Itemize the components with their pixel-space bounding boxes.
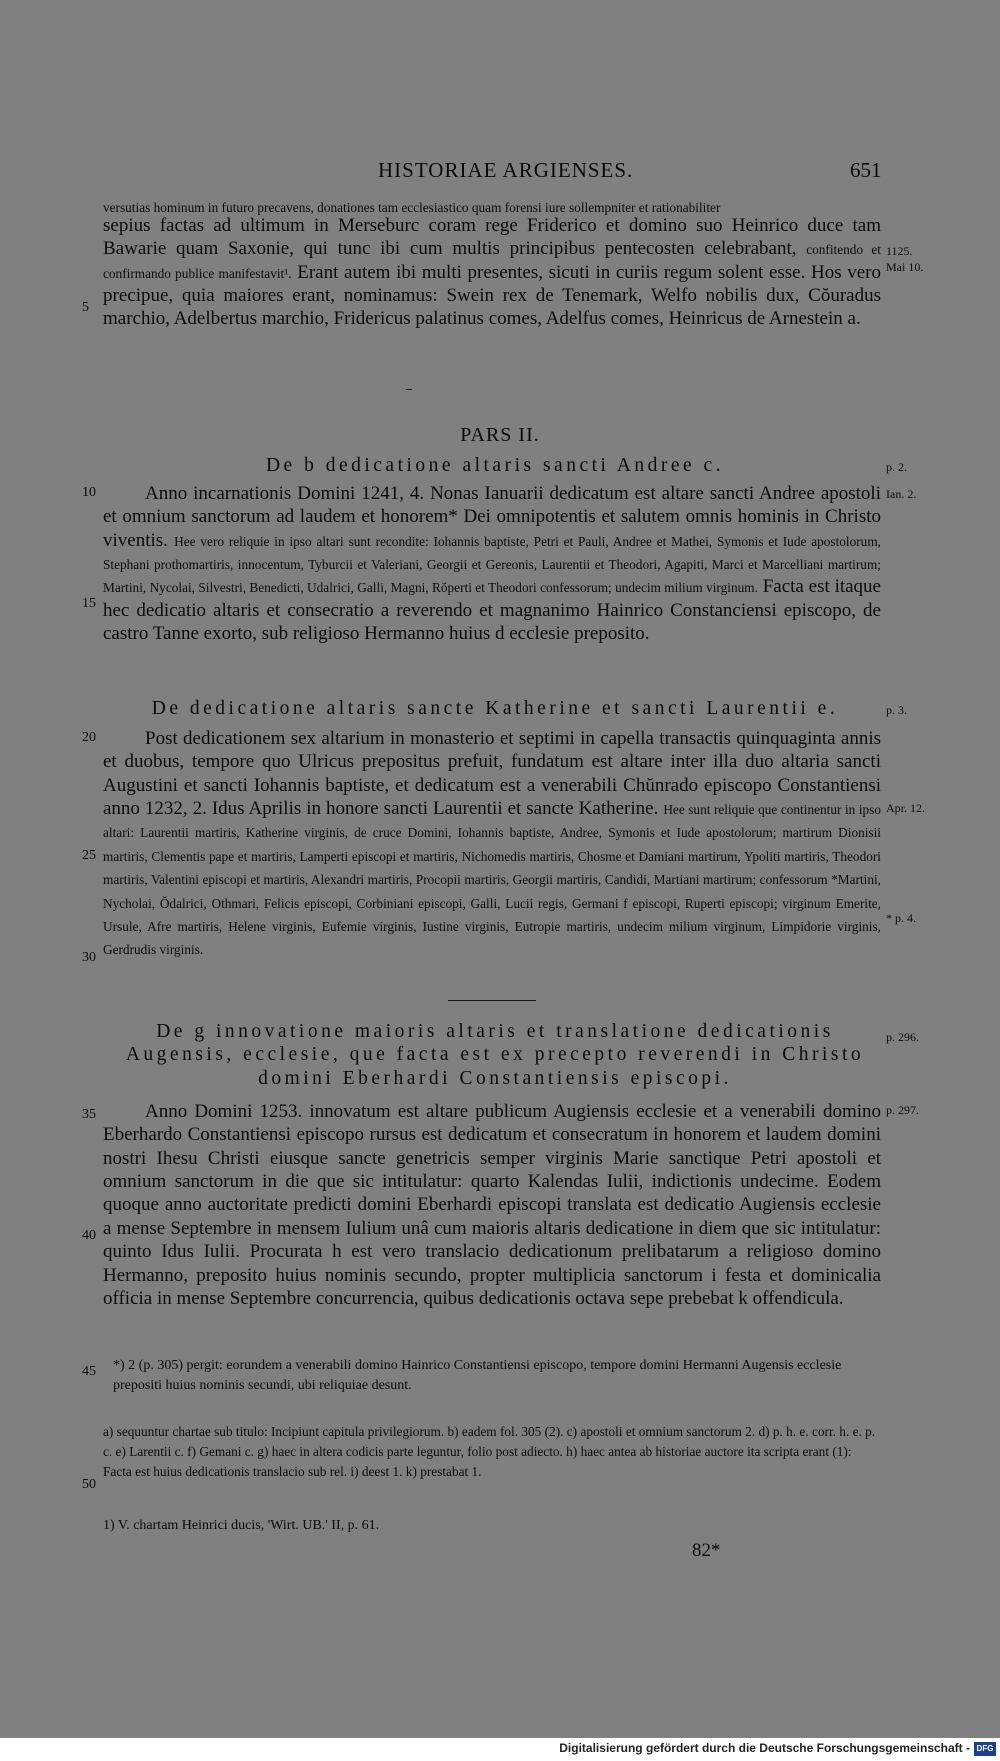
- section1-end: Facta est itaque hec dedicatio altaris et consecratio a reverendo et magnanimo Hainrico Constanciensi episcopo, de castro Tanne exorto, sub religioso Hermanno huius d ecclesie preposito.: [103, 576, 881, 645]
- running-header: [0, 158, 1000, 184]
- section2-heading: De dedicatione altaris sancte Katherine et sancti Laurentii e.: [151, 698, 839, 719]
- footnotes-apparatus: a) sequuntur chartae sub titulo: Incipiunt capitula privilegiorum. b) eadem fol. 305 (2). c) apostoli et omnium sanctorum 2. d) p. h. e. corr. h. e. p. c. e) Larentii c. f) Gemani c. g) haec in altera codicis parte leguntur, folio post adiecto. h) haec antea ab historiae auctore ita scripta erant (1): Facta est huius dedicationis translacio sub rel. i) deest 1. k) prestabat 1.: [103, 1424, 876, 1479]
- line-number: 5: [82, 300, 89, 315]
- line-number: 20: [82, 730, 96, 745]
- margin-date-intro: 1125.: [886, 244, 913, 258]
- line-number: 15: [82, 596, 96, 611]
- section1-margin-date: Ian. 2.: [886, 487, 917, 501]
- margin-date-intro-2: Mai 10.: [886, 260, 924, 274]
- line-number: 45: [82, 1364, 96, 1379]
- line-number: 10: [82, 485, 96, 500]
- section2-para: Post dedicationem sex altarium in monasterio et septimi in capella transactis quinquaginta annis et duobus, tempore quo Ulricus prepositus prefuit, fundatum est altare inter illa duo altaria sancti Augustini et sancti Iohannis baptiste, et dedicatum est a venerabili Chŭnrado episcopo Constantiensi anno 1232, 2. Idus Aprilis in honore sancti Laurentii et sancte Katherine.: [103, 728, 881, 820]
- section1-heading: De b dedicatione altaris sancti Andree c.: [265, 455, 725, 476]
- footnote-star: *) 2 (p. 305) pergit: eorundem a venerabili domino Hainrico Constantiensi episcopo, tempore domini Hermanni Augensis ecclesie prepositi huius nominis secundi, ubi reliquiae desunt.: [113, 1358, 842, 1394]
- line-number: 25: [82, 848, 96, 863]
- part-heading: PARS II.: [460, 424, 540, 446]
- section2-relics: Hee sunt reliquie que continentur in ipso altari: Laurentii martiris, Katherine virginis, de cruce Domini, Iohannis baptiste, Andree, Symonis et Iude apostolorum; martirum Dionisii martiris, Clementis pape et martiris, Lamperti episcopi et martiris, Nichomedis martiris, Chosme et Damiani martirum, Ypoliti martiris, Theodori martiris, Valentini episcopi et martiris, Alexandri martiris, Procopii martiris, Georgii martiris, Candidi, Martiani martirum; confessorum *Martini, Nycholai, Ŏdalrici, Othmari, Felicis episcopi, Corbiniani episcopi, Galli, Lucii regis, Germani f episcopi, Ruperti episcopi; virginum Emerite, Ursule, Afre martiris, Helene virginis, Eufemie virginis, Iustine virginis, Eutropie martiris, undecim milium virginum, Limpidorie virginis, Gerdrudis virginis.: [103, 802, 881, 958]
- section1-relics: Hee vero reliquie in ipso altari sunt recondite: Iohannis baptiste, Petri et Pauli, Andree et Mathei, Symonis et Iude apostolorum, Stephani prothomartiris, innocentum, Tyburcii et Valeriani, Georgii et Gereonis, Laurentii et Theodori, Agapiti, Marci et Marcelliani martirum; Martini, Nycolai, Silvestri, Benedicti, Udalrici, Galli, Magni, Rŏperti et Theodori confessorum; undecim milium virginum.: [103, 533, 881, 596]
- intro-paragraph: [103, 214, 881, 331]
- signature-mark: 82*: [692, 1540, 721, 1561]
- section1-para: Anno incarnationis Domini 1241, 4. Nonas Ianuarii dedicatum est altare sancti Andree apostoli et omnium sanctorum ad laudem et honorem* Dei omnipotentis et salutem omnis hominis in Christo viventis.: [103, 483, 881, 551]
- intro-first-line: versutias hominum in futuro precavens, donationes tam ecclesiastico quam forensi iure sollempniter et rationabiliter: [103, 200, 721, 215]
- section1-body: [103, 482, 881, 646]
- footnote-source: 1) V. chartam Heinrici ducis, 'Wirt. UB.' II, p. 61.: [103, 1518, 380, 1533]
- funding-text: Digitalisierung gefördert durch die Deutsche Forschungsgemeinschaft -: [559, 1741, 970, 1755]
- section3-body: Anno Domini 1253. innovatum est altare publicum Augiensis ecclesie et a venerabili domino Eberhardo Constantiensi episcopo rursus est dedicatum et consecratum in honorem et laudem domini nostri Ihesu Christi eiusque sancte genetricis semper virginis Marie sanctique Petri apostoli et omnium sanctorum in die que sic intitulatur: quarto Kalendas Iulii, indictionis undecime. Eodem quoque anno auctoritate predicti domini Eberhardi episcopi translata est dedicatio Augiensis ecclesie a mense Septembre in mensem Iulium unâ cum maioris altaris dedicatione in diem que sic intitulatur: quinto Idus Iulii. Procurata h est vero translacio dedicationum prelibatarum a religioso domino Hermanno, preposito huius nominis secundo, propter multiplicia sanctorum i festa et dominicalia officia in mense Septembre concurrencia, quibus dedicationis octava sepe prebebat k offendicula.: [103, 1101, 881, 1309]
- section2-margin-page: p. 3.: [886, 703, 907, 717]
- line-number: 50: [82, 1477, 96, 1492]
- page-number: 651: [850, 158, 882, 182]
- section2-body: [103, 727, 881, 961]
- intro-small-text: confitendo et confirmando publice manifestavit¹.: [103, 242, 881, 281]
- dfg-logo-icon[interactable]: DFG: [974, 1742, 996, 1756]
- section3-heading: De g innovatione maioris altaris et translatione dedicationis Augensis, ecclesie, que facta est ex precepto reverendi in Christo domini Eberhardi Constantiensis episcopi.: [125, 1021, 865, 1089]
- section3-margin-page: p. 296.: [886, 1030, 919, 1044]
- section2-margin-date: Apr. 12.: [886, 801, 925, 815]
- section2-margin-star: * p. 4.: [886, 911, 916, 925]
- section1-margin-page: p. 2.: [886, 460, 907, 474]
- section3-margin-page2: p. 297.: [886, 1103, 919, 1117]
- line-number: 30: [82, 950, 96, 965]
- line-number: 35: [82, 1107, 96, 1122]
- intro-para-text: sepius factas ad ultimum in Merseburc coram rege Friderico et domino suo Heinrico duce tam Bawarie quam Saxonie, qui tunc ibi cum multis principibus pentecosten celebrabant,: [103, 215, 881, 260]
- line-number: 40: [82, 1228, 96, 1243]
- funding-banner: [0, 1738, 1000, 1761]
- running-title: HISTORIAE ARGIENSES.: [378, 158, 634, 182]
- intro-rest-text: Erant autem ibi multi presentes, sicuti in curiis regum solent esse. Hos vero precipue, quia maiores erant, nominamus: Swein rex de Tenemark, Welfo nobilis dux, Cŏuradus marchio, Adelbertus marchio, Fridericus palatinus comes, Adelfus comes, Heinricus de Arnestein a.: [103, 261, 882, 330]
- divider-short: [406, 389, 412, 390]
- divider-section: [448, 1000, 536, 1001]
